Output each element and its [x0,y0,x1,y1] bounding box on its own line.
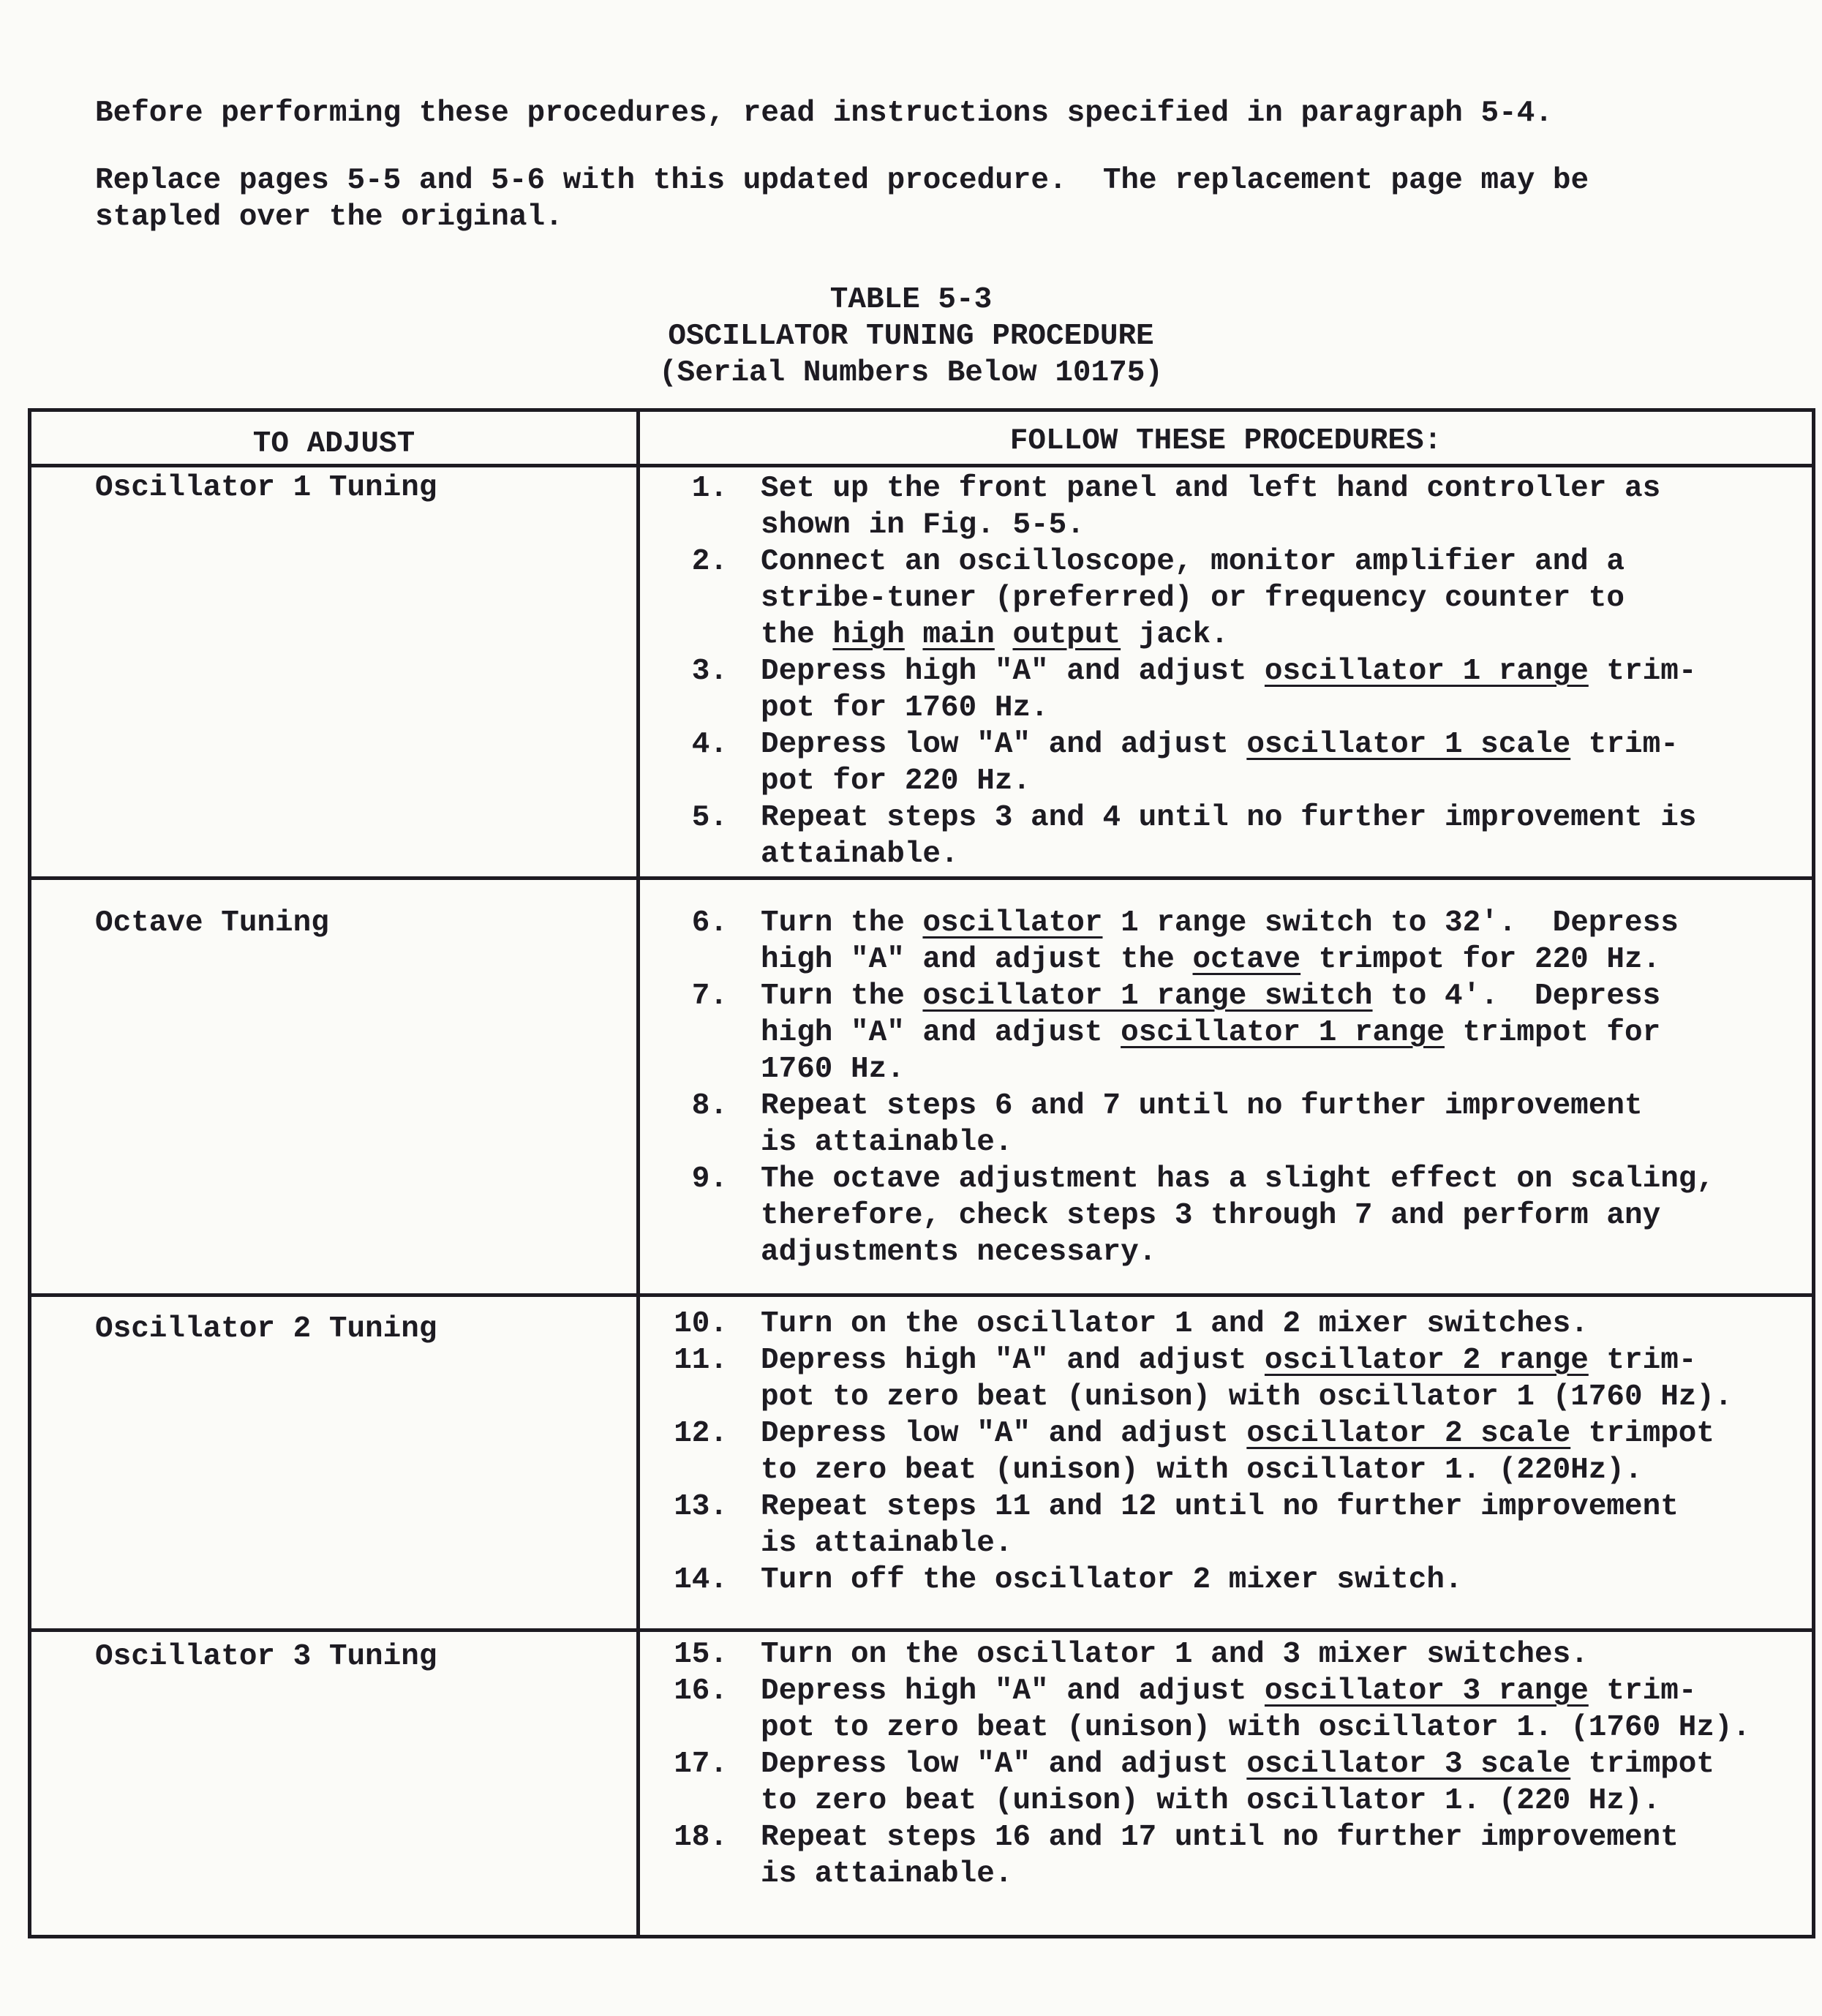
row-divider-2 [28,1293,1815,1297]
step-text: trim- [1588,1674,1697,1708]
intro-line-2: Replace pages 5-5 and 5-6 with this updated procedure. The replacement page may be [95,164,1589,198]
underlined-term: oscillator 1 range switch [922,979,1373,1013]
step-text: is attainable. [761,1527,1013,1560]
step-number: 12. [674,1417,728,1451]
step-text: stribe-tuner (preferred) or frequency counter to [761,582,1625,615]
step-text: to zero beat (unison) with oscillator 1. (220 Hz). [761,1784,1661,1818]
step-text: is attainable. [761,1126,1013,1159]
table-top-border [28,408,1815,412]
step-text-line [761,544,1625,580]
step-number: 2. [691,545,728,579]
intro-line-1: Before performing these procedures, read instructions specified in paragraph 5-4. [95,97,1553,130]
step-text: 1 range switch to 32'. Depress [1102,906,1679,940]
step-text: 1760 Hz. [761,1053,905,1086]
step-text-line [761,836,959,873]
step-text-line [761,653,1696,690]
step-text: Turn the [761,979,923,1013]
step-text: Repeat steps 3 and 4 until no further improvement is [761,801,1697,835]
step-text-line [761,1819,1679,1856]
step-number: 16. [674,1674,728,1708]
step-text-line [761,1525,1012,1562]
underlined-term: high [832,618,905,652]
step-text: pot to zero beat (unison) with oscillator 1. (1760 Hz). [761,1711,1751,1745]
step-text [905,618,923,652]
underlined-term: oscillator [922,906,1103,940]
step-text-line [761,1562,1463,1598]
step-text-line [761,1489,1679,1525]
underlined-term: oscillator 3 range [1264,1674,1589,1708]
step-text: pot to zero beat (unison) with oscillator 1 (1760 Hz). [761,1380,1733,1414]
step-text-line [761,1783,1660,1819]
step-text: to 4'. Depress [1372,979,1661,1013]
underlined-term: octave [1192,943,1301,977]
table-bottom-border [28,1935,1815,1938]
step-number: 18. [674,1821,728,1854]
step-text: high "A" and adjust the [761,943,1193,977]
header-follow-procedures: FOLLOW THESE PROCEDURES: [1009,424,1442,458]
step-text: high "A" and adjust [761,1016,1121,1050]
step-number: 1. [691,472,728,505]
step-text: trimpot [1570,1748,1715,1781]
underlined-term: main [922,618,995,652]
step-number: 8. [691,1089,728,1123]
step-number: 5. [691,801,728,835]
step-text-line [761,1197,1660,1234]
step-text: trim- [1588,655,1697,688]
table-number: TABLE 5-3 [829,283,993,317]
step-text: trim- [1588,1344,1697,1377]
row-divider-3 [28,1628,1815,1632]
step-text-line [761,1856,1012,1892]
step-number: 6. [691,906,728,940]
step-text: therefore, check steps 3 through 7 and perform any [761,1199,1661,1233]
row-divider-1 [28,876,1815,880]
step-text-line [761,1051,905,1088]
step-text-line [761,1161,1714,1197]
step-text [995,618,1013,652]
step-text-line [761,1710,1750,1746]
step-text-line [761,1088,1643,1124]
step-number: 10. [674,1307,728,1341]
step-text-line [761,905,1679,941]
underlined-term: oscillator 1 range [1264,655,1589,688]
step-text-line [761,690,1049,726]
step-text: Repeat steps 11 and 12 until no further improvement [761,1490,1679,1524]
step-text: Depress high "A" and adjust [761,1674,1265,1708]
step-text: trimpot [1570,1417,1715,1451]
step-text: Depress low "A" and adjust [761,728,1247,761]
step-number: 13. [674,1490,728,1524]
step-text-line [761,800,1696,836]
step-text: The octave adjustment has a slight effect on scaling, [761,1162,1715,1196]
underlined-term: oscillator 2 scale [1246,1417,1571,1451]
row-label-octave: Octave Tuning [95,906,329,940]
step-text-line [761,1342,1696,1379]
step-text: Repeat steps 16 and 17 until no further improvement [761,1821,1679,1854]
underlined-term: oscillator 1 range [1121,1016,1445,1050]
intro-line-3: stapled over the original. [95,200,563,234]
step-text: Depress low "A" and adjust [761,1417,1247,1451]
step-text: pot for 1760 Hz. [761,691,1049,725]
step-text: Turn on the oscillator 1 and 2 mixer switches. [761,1307,1589,1341]
step-text: Depress low "A" and adjust [761,1748,1247,1781]
step-text-line [761,1015,1660,1051]
step-number: 3. [691,655,728,688]
step-text: Depress high "A" and adjust [761,655,1265,688]
step-text-line [761,726,1679,763]
step-text: trimpot for [1444,1016,1661,1050]
step-text: trimpot for 220 Hz. [1300,943,1661,977]
step-number: 17. [674,1748,728,1781]
table-subtitle: (Serial Numbers Below 10175) [659,356,1163,390]
step-text-line [761,978,1660,1015]
step-text: Turn on the oscillator 1 and 3 mixer switches. [761,1638,1589,1671]
step-text: jack. [1121,618,1229,652]
table-right-border [1812,408,1815,1938]
step-text-line [761,1636,1589,1673]
step-text: attainable. [761,838,959,871]
step-text-line [761,1746,1714,1783]
step-text-line [761,1452,1643,1489]
step-text: Connect an oscilloscope, monitor amplifier and a [761,545,1625,579]
step-text: the [761,618,833,652]
step-text: trim- [1570,728,1679,761]
step-text: is attainable. [761,1857,1013,1891]
underlined-term: oscillator 3 scale [1246,1748,1571,1781]
header-divider [28,464,1815,467]
column-divider [636,408,640,1938]
step-number: 15. [674,1638,728,1671]
underlined-term: output [1012,618,1121,652]
step-text: shown in Fig. 5-5. [761,508,1085,542]
step-text: pot for 220 Hz. [761,764,1031,798]
step-text: Repeat steps 6 and 7 until no further improvement [761,1089,1643,1123]
row-label-oscillator-1: Oscillator 1 Tuning [95,471,437,505]
row-label-oscillator-3: Oscillator 3 Tuning [95,1640,437,1674]
table-title: OSCILLATOR TUNING PROCEDURE [668,320,1154,353]
step-text-line [761,1306,1589,1342]
step-text-line [761,1673,1696,1710]
table-left-border [28,408,31,1938]
step-text: Turn off the oscillator 2 mixer switch. [761,1563,1463,1597]
step-number: 14. [674,1563,728,1597]
step-text-line [761,941,1660,978]
step-number: 11. [674,1344,728,1377]
step-text-line [761,580,1625,617]
step-text: to zero beat (unison) with oscillator 1. (220Hz). [761,1453,1643,1487]
step-text-line [761,470,1660,507]
underlined-term: oscillator 2 range [1264,1344,1589,1377]
step-number: 4. [691,728,728,761]
step-text-line [761,1124,1012,1161]
step-text-line [761,763,1031,800]
step-text: Set up the front panel and left hand controller as [761,472,1661,505]
row-label-oscillator-2: Oscillator 2 Tuning [95,1312,437,1346]
step-number: 9. [691,1162,728,1196]
step-text: adjustments necessary. [761,1235,1157,1269]
header-to-adjust: TO ADJUST [252,427,415,461]
step-text-line [761,617,1229,653]
step-text-line [761,507,1085,544]
step-text: Turn the [761,906,923,940]
underlined-term: oscillator 1 scale [1246,728,1571,761]
step-text-line [761,1415,1714,1452]
step-text-line [761,1234,1156,1271]
step-text-line [761,1379,1733,1415]
step-number: 7. [691,979,728,1013]
step-text: Depress high "A" and adjust [761,1344,1265,1377]
